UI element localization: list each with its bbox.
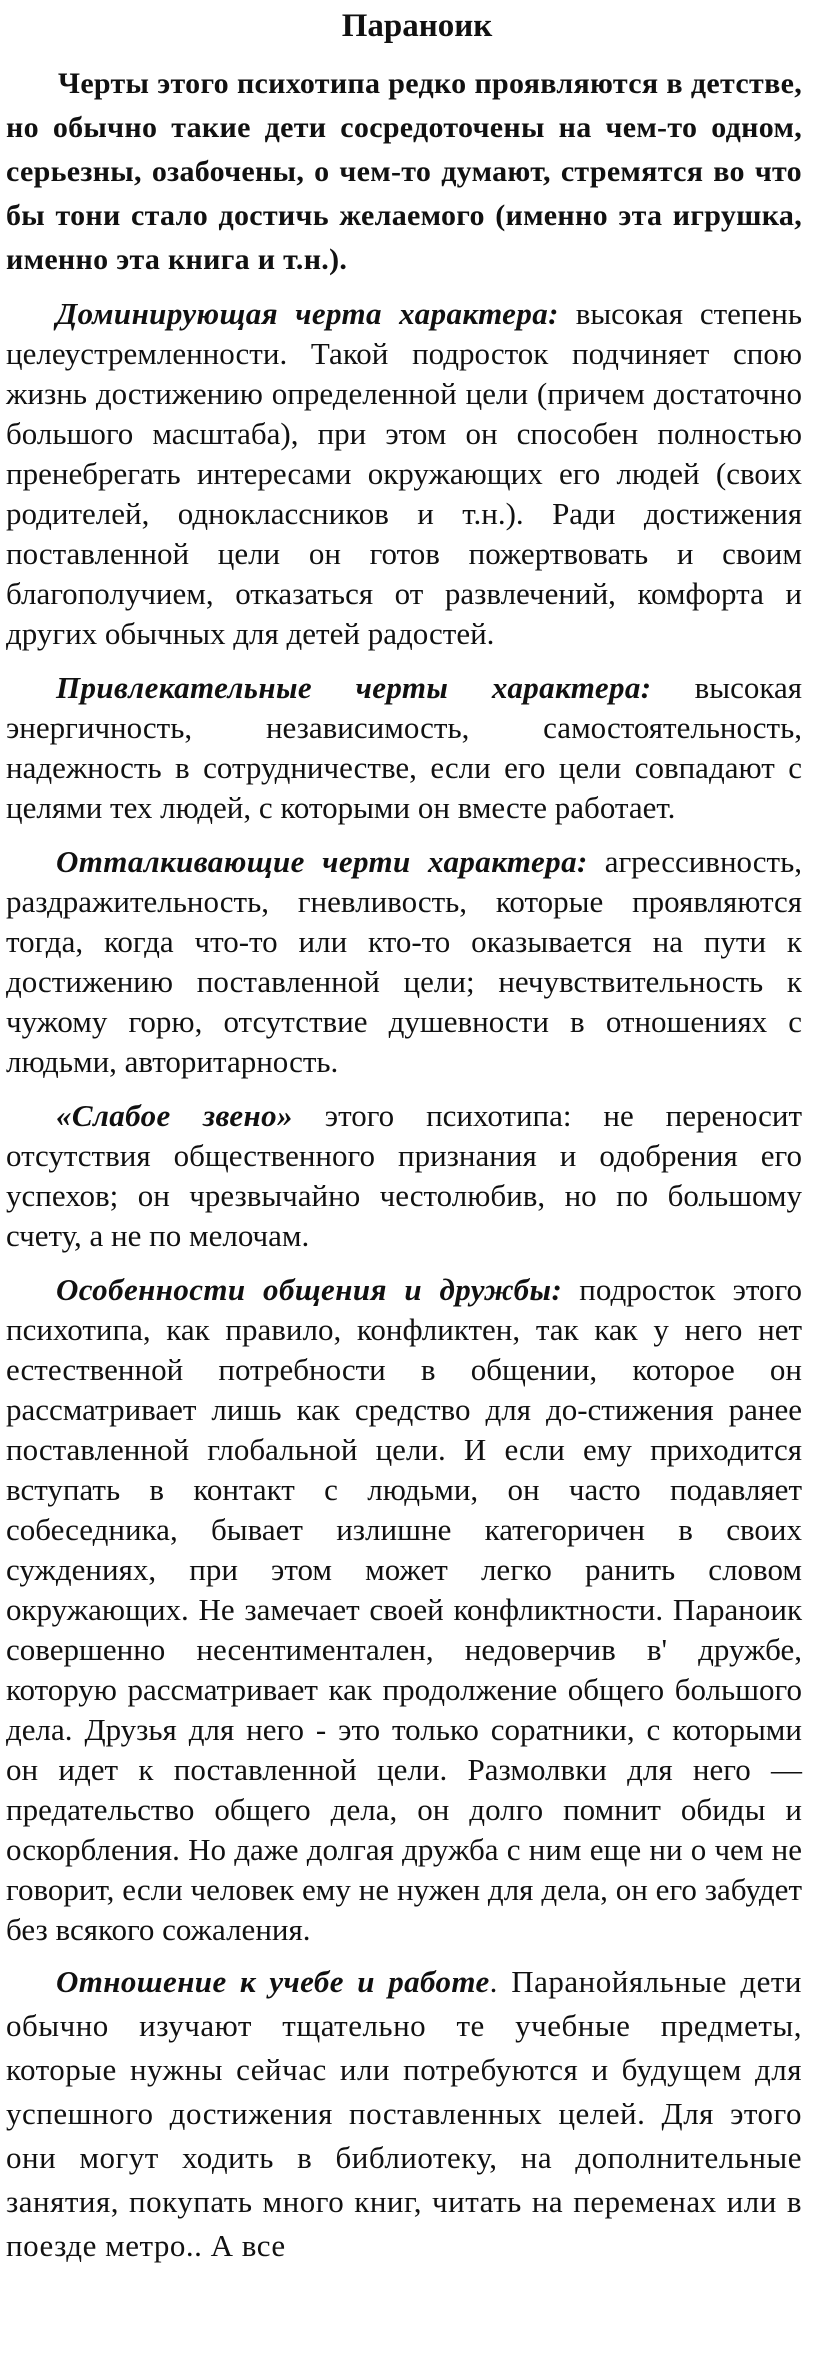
attractive-traits-paragraph bbox=[6, 668, 802, 828]
repulsive-traits-paragraph bbox=[6, 842, 802, 1082]
weak-link-text: этого психотипа: не переносит отсутствия общественного признания и одобрения его успехов; он чрезвычайно честолюбив, но по большому счету, а не по мелочам. bbox=[6, 1098, 802, 1253]
attractive-traits-text: высокая энергичность, независимость, самостоятельность, надежность в сотрудничестве, если его цели совпадают с целями тех людей, с которыми он вместе работает. bbox=[6, 670, 802, 825]
page-title: Параноик bbox=[341, 8, 493, 44]
study-work-text: . Паранойяльные дети обычно изучают тщательно те учебные предметы, которые нужны сейчас или потребуются и будущем для успешного достижения поставленных целей. Для этого они могут ходить в библиотеку, на дополнительные занятия, покупать много книг, читать на переменах или в поезде метро.. А все bbox=[6, 1964, 802, 2263]
repulsive-traits-heading: Отталкивающие черти характера: bbox=[56, 844, 588, 879]
study-work-paragraph bbox=[6, 1960, 802, 2268]
intro-paragraph: Черты этого психотипа редко проявляются в детстве, но обычно такие дети сосредоточены на чем-то одном, серьезны, озабочены, о чем-то думают, стремятся во что бы тони стало достичь желаемого (именно эта игрушка, именно эта книга и т.н.). bbox=[6, 67, 802, 276]
repulsive-traits-text: агрессивность, раздражительность, гневливость, которые проявляются тогда, когда что-то или кто-то оказывается на пути к достижению поставленной цели; нечувствительность к чужому горю, отсутствие душевности в отношениях с людьми, авторитарность. bbox=[6, 844, 802, 1079]
dominant-trait-heading: Доминирующая черта характера: bbox=[56, 296, 559, 331]
communication-text: подросток этого психотипа, как правило, конфликтен, так как у него нет естественной потребности в общении, которое он рассматривает лишь как средство для до-стижения ранее поставленной глобальной цели. И если ему приходится вступать в контакт с людьми, он часто подавляет собеседника, бывает излишне категоричен в своих суждениях, при этом может легко ранить словом окружающих. Не замечает своей конфликтности. Параноик совершенно несентиментален, недоверчив в' дружбе, которую рассматривает как продолжение общего большого дела. Друзья для него - это только соратники, с которыми он идет к поставленной цели. Размолвки для него — предательство общего дела, он долго помнит обиды и оскорбления. Но даже долгая дружба с ним еще ни о чем не говорит, если человек ему не нужен для дела, он его забудет без всякого сожаления. bbox=[6, 1272, 802, 1947]
study-work-heading: Отношение к учебе и работе bbox=[56, 1964, 490, 1999]
weak-link-heading: «Слабое звено» bbox=[56, 1098, 293, 1133]
dominant-trait-text: высокая степень целеустремленности. Такой подросток подчиняет спою жизнь достижению определенной цели (причем достаточно большого масштаба), при этом он способен полностью пренебрегать интересами окружающих его людей (своих родителей, одноклассников и т.н.). Ради достижения поставленной цели он готов пожертвовать и своим благополучием, отказаться от развлечений, комфорта и других обычных для детей радостей. bbox=[6, 296, 803, 651]
communication-heading: Особенности общения и дружбы: bbox=[56, 1272, 563, 1307]
weak-link-paragraph bbox=[6, 1096, 802, 1256]
dominant-trait-paragraph bbox=[6, 294, 802, 654]
communication-paragraph bbox=[6, 1270, 802, 1950]
attractive-traits-heading: Привлекательные черты характера: bbox=[56, 670, 652, 705]
